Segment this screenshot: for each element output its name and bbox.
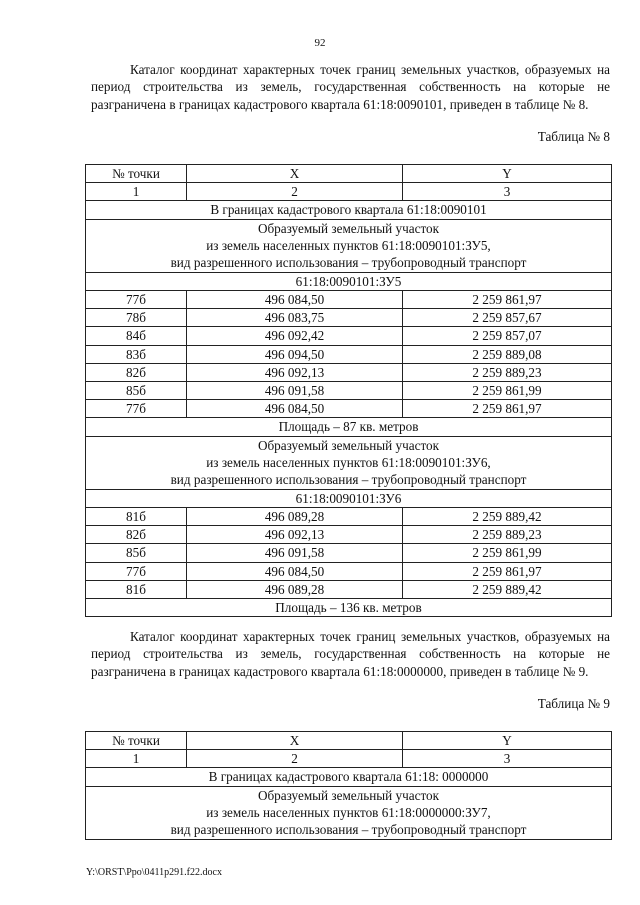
point-number: 84б bbox=[86, 327, 187, 345]
point-x: 496 089,28 bbox=[187, 580, 403, 598]
parcel-title: Образуемый земельный участок bbox=[257, 437, 440, 453]
column-number: 1 bbox=[86, 183, 187, 201]
table9-header-row bbox=[86, 732, 612, 750]
point-number: 77б bbox=[86, 291, 187, 309]
table-row bbox=[86, 544, 612, 562]
paragraph-table8-intro: Каталог координат характерных точек границ земельных участков, образуемых на период строительства из земель, государственная собственность на которые не разграничена в границах кадастрового квартала 61:18:0090101, приведен в таблице № 8. bbox=[91, 62, 610, 112]
point-y: 2 259 889,08 bbox=[403, 345, 612, 363]
point-number: 81б bbox=[86, 580, 187, 598]
table8-area-row bbox=[86, 599, 612, 617]
column-number: 3 bbox=[403, 183, 612, 201]
point-y: 2 259 889,42 bbox=[403, 580, 612, 598]
point-number: 85б bbox=[86, 544, 187, 562]
point-x: 496 084,50 bbox=[187, 400, 403, 418]
point-y: 2 259 861,99 bbox=[403, 382, 612, 400]
quarter-cell: В границах кадастрового квартала 61:18: 0000000 bbox=[86, 768, 612, 786]
parcel-source: из земель населенных пунктов 61:18:0090101:ЗУ5, bbox=[206, 238, 491, 254]
point-x: 496 092,13 bbox=[187, 363, 403, 381]
header-y: Y bbox=[403, 732, 612, 750]
point-y: 2 259 857,07 bbox=[403, 327, 612, 345]
table-row bbox=[86, 562, 612, 580]
table-row bbox=[86, 508, 612, 526]
parcel-area-cell: Площадь – 136 кв. метров bbox=[86, 599, 612, 617]
quarter-cell: В границах кадастрового квартала 61:18:0090101 bbox=[86, 201, 612, 219]
table8-quarter-row bbox=[86, 201, 612, 219]
column-number: 2 bbox=[187, 183, 403, 201]
point-number: 78б bbox=[86, 309, 187, 327]
point-number: 82б bbox=[86, 526, 187, 544]
parcel-usage: вид разрешенного использования – трубопроводный транспорт bbox=[170, 255, 527, 271]
table9-caption: Таблица № 9 bbox=[537, 696, 610, 711]
table-row bbox=[86, 327, 612, 345]
column-number: 2 bbox=[187, 750, 403, 768]
table8-column-numbers-row bbox=[86, 183, 612, 201]
table-row bbox=[86, 291, 612, 309]
point-number: 77б bbox=[86, 400, 187, 418]
header-y: Y bbox=[403, 165, 612, 183]
parcel-usage: вид разрешенного использования – трубопроводный транспорт bbox=[170, 472, 527, 488]
table9-parcel-description-row bbox=[86, 786, 612, 839]
table-row bbox=[86, 345, 612, 363]
parcel-id-cell: 61:18:0090101:ЗУ5 bbox=[86, 272, 612, 290]
table-row bbox=[86, 363, 612, 381]
table-row bbox=[86, 400, 612, 418]
point-x: 496 091,58 bbox=[187, 544, 403, 562]
table8-area-row bbox=[86, 418, 612, 436]
paragraph-table9-intro: Каталог координат характерных точек границ земельных участков, образуемых на период строительства из земель, государственная собственность на которые не разграничена в границах кадастрового квартала 61:18:0000000, приведен в таблице № 9. bbox=[91, 629, 610, 679]
table8-caption: Таблица № 8 bbox=[537, 129, 610, 144]
header-x: X bbox=[187, 165, 403, 183]
point-y: 2 259 889,23 bbox=[403, 363, 612, 381]
point-x: 496 092,13 bbox=[187, 526, 403, 544]
parcel-description-cell bbox=[86, 786, 612, 839]
parcel-description-cell bbox=[86, 219, 612, 272]
table9-quarter-row bbox=[86, 768, 612, 786]
table-row bbox=[86, 526, 612, 544]
point-number: 85б bbox=[86, 382, 187, 400]
parcel-title: Образуемый земельный участок bbox=[257, 787, 440, 803]
parcel-description-cell bbox=[86, 436, 612, 489]
table8-parcel-id-row bbox=[86, 272, 612, 290]
point-number: 83б bbox=[86, 345, 187, 363]
parcel-source: из земель населенных пунктов 61:18:0090101:ЗУ6, bbox=[206, 455, 491, 471]
point-number: 77б bbox=[86, 562, 187, 580]
file-path-footer: Y:\ORST\Ppo\0411p291.f22.docx bbox=[86, 867, 222, 878]
parcel-usage: вид разрешенного использования – трубопроводный транспорт bbox=[170, 822, 527, 838]
header-x: X bbox=[187, 732, 403, 750]
point-x: 496 084,50 bbox=[187, 291, 403, 309]
point-x: 496 091,58 bbox=[187, 382, 403, 400]
point-number: 81б bbox=[86, 508, 187, 526]
table-row bbox=[86, 580, 612, 598]
parcel-id-cell: 61:18:0090101:ЗУ6 bbox=[86, 489, 612, 507]
point-x: 496 084,50 bbox=[187, 562, 403, 580]
point-x: 496 094,50 bbox=[187, 345, 403, 363]
point-y: 2 259 889,23 bbox=[403, 526, 612, 544]
point-y: 2 259 857,67 bbox=[403, 309, 612, 327]
column-number: 1 bbox=[86, 750, 187, 768]
point-x: 496 092,42 bbox=[187, 327, 403, 345]
point-y: 2 259 861,97 bbox=[403, 562, 612, 580]
point-x: 496 089,28 bbox=[187, 508, 403, 526]
table8-parcel-description-row bbox=[86, 436, 612, 489]
point-y: 2 259 861,97 bbox=[403, 291, 612, 309]
header-point-number: № точки bbox=[86, 732, 187, 750]
header-point-number: № точки bbox=[86, 165, 187, 183]
parcel-title: Образуемый земельный участок bbox=[257, 220, 440, 236]
point-y: 2 259 889,42 bbox=[403, 508, 612, 526]
point-number: 82б bbox=[86, 363, 187, 381]
table9-column-numbers-row bbox=[86, 750, 612, 768]
table-row bbox=[86, 309, 612, 327]
table8-parcel-id-row bbox=[86, 489, 612, 507]
column-number: 3 bbox=[403, 750, 612, 768]
table9 bbox=[85, 731, 612, 840]
table8-header-row bbox=[86, 165, 612, 183]
table8 bbox=[85, 164, 612, 617]
table8-parcel-description-row bbox=[86, 219, 612, 272]
point-x: 496 083,75 bbox=[187, 309, 403, 327]
parcel-area-cell: Площадь – 87 кв. метров bbox=[86, 418, 612, 436]
point-y: 2 259 861,97 bbox=[403, 400, 612, 418]
table-row bbox=[86, 382, 612, 400]
point-y: 2 259 861,99 bbox=[403, 544, 612, 562]
parcel-source: из земель населенных пунктов 61:18:0000000:ЗУ7, bbox=[206, 805, 491, 821]
page-number: 92 bbox=[314, 37, 326, 49]
